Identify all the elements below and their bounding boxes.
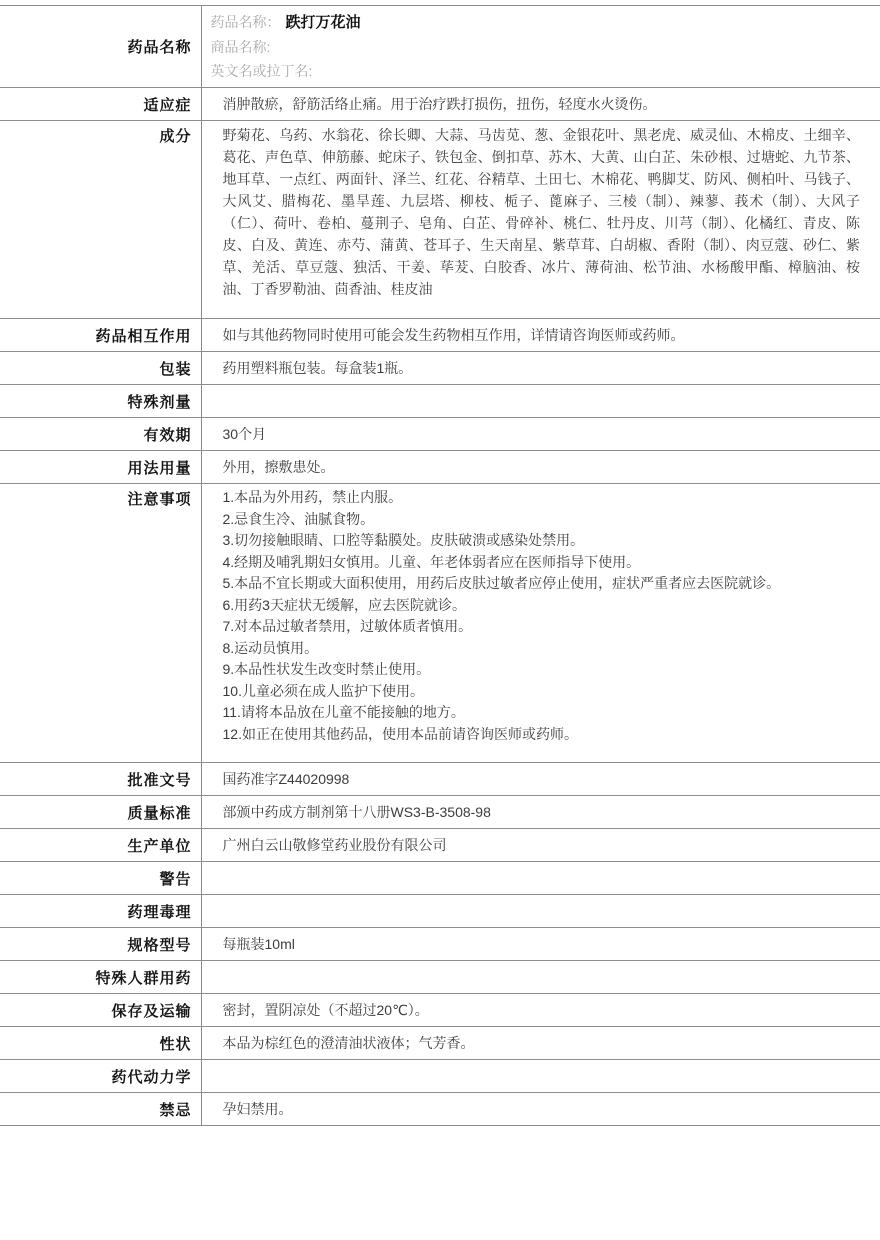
row-pharmacokinetics xyxy=(0,1060,880,1093)
precaution-item: 9.本品性状发生改变时禁止使用。 xyxy=(222,661,431,677)
generic-name-line xyxy=(211,10,861,35)
row-drug-name xyxy=(0,6,880,88)
precaution-item: 11.请将本品放在儿童不能接触的地方。 xyxy=(222,704,465,720)
row-approval-number xyxy=(0,763,880,796)
row-content-contraindications: 孕妇禁用。 xyxy=(222,1101,293,1117)
english-name-line: 英文名或拉丁名: xyxy=(210,63,313,79)
row-content-specification: 每瓶装10ml xyxy=(222,936,295,952)
row-content-quality-standard: 部颁中药成方制剂第十八册WS3-B-3508-98 xyxy=(222,804,491,820)
row-label-specification: 规格型号 xyxy=(0,928,201,961)
row-manufacturer xyxy=(0,829,880,862)
row-special-dose xyxy=(0,385,880,418)
row-content-usage: 外用，擦敷患处。 xyxy=(222,459,335,475)
row-contraindications xyxy=(0,1093,880,1126)
precaution-item: 3.切勿接触眼睛、口腔等黏膜处。皮肤破溃或感染处禁用。 xyxy=(222,532,585,548)
precaution-item: 7.对本品过敏者禁用，过敏体质者慎用。 xyxy=(222,618,473,634)
row-quality-standard xyxy=(0,796,880,829)
generic-name-label: 药品名称： xyxy=(210,14,281,30)
row-ingredients xyxy=(0,121,880,319)
row-content-special-population xyxy=(201,961,880,994)
row-label-manufacturer: 生产单位 xyxy=(0,829,201,862)
row-content-approval-number: 国药准字Z44020998 xyxy=(222,771,350,787)
precaution-item: 5.本品不宜长期或大面积使用，用药后皮肤过敏者应停止使用，症状严重者应去医院就诊。 xyxy=(222,575,781,591)
row-specification xyxy=(0,928,880,961)
precaution-item: 8.运动员慎用。 xyxy=(222,639,319,656)
precaution-item: 10.儿童必须在成人监护下使用。 xyxy=(222,682,424,699)
row-content-manufacturer: 广州白云山敬修堂药业股份有限公司 xyxy=(222,837,447,853)
row-content-storage: 密封，置阴凉处（不超过20℃）。 xyxy=(222,1002,429,1018)
row-label-special-dose: 特殊剂量 xyxy=(0,385,201,418)
row-label-pharmacology: 药理毒理 xyxy=(0,895,201,928)
row-label-packaging: 包装 xyxy=(0,352,201,385)
row-content-pharmacokinetics xyxy=(201,1060,880,1093)
row-content-packaging: 药用塑料瓶包装。每盒装1瓶。 xyxy=(222,360,413,376)
row-content-drug-name xyxy=(201,6,880,88)
row-label-warning: 警告 xyxy=(0,862,201,895)
row-content-properties: 本品为棕红色的澄清油状液体；气芳香。 xyxy=(222,1035,475,1051)
row-label-precautions: 注意事项 xyxy=(0,484,201,763)
row-content-special-dose xyxy=(201,385,880,418)
row-label-pharmacokinetics: 药代动力学 xyxy=(0,1060,201,1093)
row-label-validity: 有效期 xyxy=(0,418,201,451)
row-label-special-population: 特殊人群用药 xyxy=(0,961,201,994)
row-content-precautions xyxy=(201,484,880,763)
precaution-item: 4.经期及哺乳期妇女慎用。儿童、年老体弱者应在医师指导下使用。 xyxy=(222,553,641,570)
precaution-item: 6.用药3天症状无缓解，应去医院就诊。 xyxy=(222,596,466,613)
row-pharmacology xyxy=(0,895,880,928)
row-content-interactions: 如与其他药物同时使用可能会发生药物相互作用，详情请咨询医师或药师。 xyxy=(222,327,685,343)
row-warning xyxy=(0,862,880,895)
row-properties xyxy=(0,1027,880,1060)
precaution-item: 12.如正在使用其他药品，使用本品前请咨询医师或药师。 xyxy=(222,725,578,742)
row-content-validity: 30个月 xyxy=(222,426,267,442)
row-label-approval-number: 批准文号 xyxy=(0,763,201,796)
precaution-item: 2.忌食生冷、油腻食物。 xyxy=(222,510,375,527)
row-label-contraindications: 禁忌 xyxy=(0,1093,201,1126)
row-label-properties: 性状 xyxy=(0,1027,201,1060)
precaution-item: 1.本品为外用药，禁止内服。 xyxy=(222,489,403,505)
trade-name-line: 商品名称: xyxy=(210,39,271,55)
drug-info-table xyxy=(0,5,880,1126)
row-content-indications: 消肿散瘀，舒筋活络止痛。用于治疗跌打损伤，扭伤，轻度水火烫伤。 xyxy=(222,96,657,112)
row-precautions xyxy=(0,484,880,763)
row-content-ingredients: 野菊花、乌药、水翁花、徐长卿、大蒜、马齿苋、葱、金银花叶、黑老虎、威灵仙、木棉皮、土细辛、葛花、声色草、伸筋藤、蛇床子、铁包金、倒扣草、苏木、大黄、山白芷、朱砂根、过塘蛇、九节茶、地耳草、一点红、两面针、泽兰、红花、谷精草、土田七、木棉花、鸭脚艾、防风、侧柏叶、马钱子、大风艾、腊梅花、墨旱莲、九层塔、柳枝、栀子、蓖麻子、三棱（制）、辣蓼、莪术（制）、大风子（仁）、荷叶、卷柏、蔓荆子、皂角、白芷、骨碎补、桃仁、牡丹皮、川芎（制）、化橘红、青皮、陈皮、白及、黄连、赤芍、蒲黄、苍耳子、生天南星、紫草茸、白胡椒、香附（制）、肉豆蔻、砂仁、紫草、羌活、草豆蔻、独活、干姜、荜茇、白胶香、冰片、薄荷油、松节油、水杨酸甲酯、樟脑油、桉油、丁香罗勒油、茴香油、桂皮油 xyxy=(222,127,860,297)
row-content-pharmacology xyxy=(201,895,880,928)
row-label-usage: 用法用量 xyxy=(0,451,201,484)
row-validity xyxy=(0,418,880,451)
row-indications xyxy=(0,88,880,121)
row-special-population xyxy=(0,961,880,994)
row-usage xyxy=(0,451,880,484)
row-label-indications: 适应症 xyxy=(0,88,201,121)
row-label-storage: 保存及运输 xyxy=(0,994,201,1027)
row-content-warning xyxy=(201,862,880,895)
row-label-drug-name: 药品名称 xyxy=(0,6,201,88)
row-interactions xyxy=(0,319,880,352)
row-label-interactions: 药品相互作用 xyxy=(0,319,201,352)
row-storage xyxy=(0,994,880,1027)
row-packaging xyxy=(0,352,880,385)
row-label-ingredients: 成分 xyxy=(0,121,201,319)
row-label-quality-standard: 质量标准 xyxy=(0,796,201,829)
generic-name-value: 跌打万花油 xyxy=(285,14,361,31)
